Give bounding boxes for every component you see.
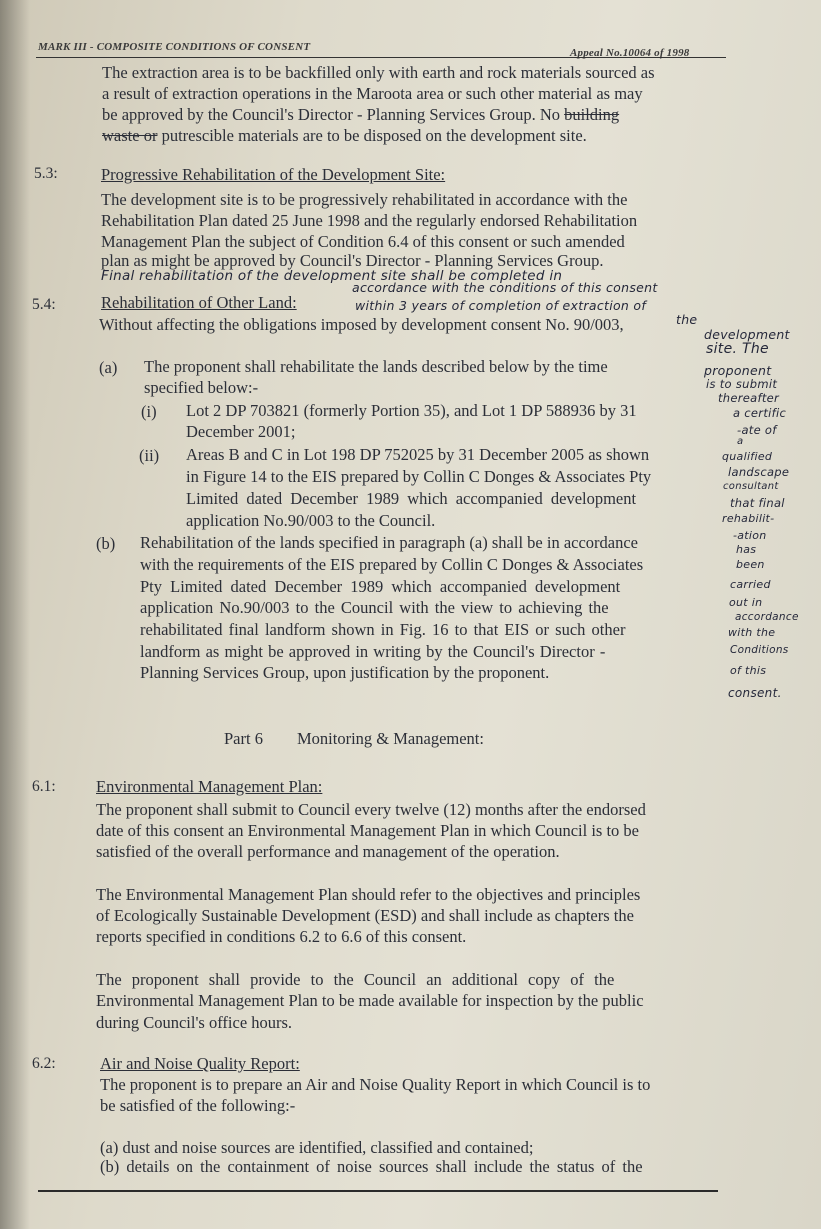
item-line: in Figure 14 to the EIS prepared by Collin C Donges & Associates Pty <box>186 467 652 486</box>
margin-note: -ate of <box>737 423 777 437</box>
item-line: specified below:- <box>144 378 259 397</box>
header-title: MARK III - COMPOSITE CONDITIONS OF CONSENT <box>38 41 311 53</box>
clause-line: be satisfied of the following:- <box>100 1096 296 1115</box>
item-line: Planning Services Group, upon justification by the proponent. <box>140 663 550 682</box>
clause-line: The development site is to be progressively rehabilitated in accordance with the <box>101 190 628 209</box>
clause-number: 5.3: <box>34 165 58 182</box>
clause-line: Rehabilitation Plan dated 25 June 1998 and the regularly endorsed Rehabilitation <box>101 211 638 230</box>
part-title: Monitoring & Management: <box>297 729 484 748</box>
margin-note: a certific <box>733 406 787 420</box>
clause-line: date of this consent an Environmental Management Plan in which Council is to be <box>96 821 640 840</box>
page-shadow <box>0 0 30 1229</box>
margin-note: carried <box>730 578 771 591</box>
clause-line: of Ecologically Sustainable Development (ESD) and shall include as chapters the <box>96 906 634 925</box>
handwritten-note: the <box>676 312 698 327</box>
clause-heading: Environmental Management Plan: <box>96 777 323 796</box>
margin-note: proponent <box>704 363 772 378</box>
margin-note: development <box>704 327 790 342</box>
clause-line: (b) details on the containment of noise sources shall include the status of the <box>100 1157 643 1176</box>
struck-text: building <box>564 105 620 124</box>
item-line: December 2001; <box>186 422 296 441</box>
item-label: (i) <box>141 402 157 421</box>
item-line: rehabilitated final landform shown in Fig. 16 to that EIS or such other <box>140 620 626 639</box>
clause-heading: Air and Noise Quality Report: <box>100 1054 300 1073</box>
clause-line: The proponent shall submit to Council every twelve (12) months after the endorsed <box>96 800 646 819</box>
margin-note: -ation <box>733 529 767 542</box>
margin-note: rehabilit- <box>722 512 775 525</box>
clause-number: 6.2: <box>32 1055 56 1072</box>
margin-note: landscape <box>728 465 790 479</box>
intro-line: a result of extraction operations in the Maroota area or such other material as may <box>102 84 643 103</box>
item-line: Rehabilitation of the lands specified in paragraph (a) shall be in accordance <box>140 533 639 552</box>
margin-note: qualified <box>722 450 773 463</box>
part-label: Part 6 <box>224 729 263 748</box>
handwritten-note: accordance with the conditions of this consent <box>352 280 658 295</box>
margin-note: consultant <box>723 481 779 492</box>
clause-line: The Environmental Management Plan should refer to the objectives and principles <box>96 885 641 904</box>
intro-line: The extraction area is to be backfilled only with earth and rock materials sourced as <box>102 63 655 82</box>
footer-rule <box>38 1190 718 1192</box>
margin-note: of this <box>730 664 767 677</box>
clause-line: during Council's office hours. <box>96 1013 293 1032</box>
clause-line: Without affecting the obligations imposed by development consent No. 90/003, <box>99 315 624 334</box>
margin-note: thereafter <box>718 391 780 405</box>
item-line: Areas B and C in Lot 198 DP 752025 by 31 December 2005 as shown <box>186 445 650 464</box>
clause-line: reports specified in conditions 6.2 to 6.6 of this consent. <box>96 927 467 946</box>
item-line: Limited dated December 1989 which accompanied development <box>186 489 637 508</box>
item-line: application No.90/003 to the Council with the view to achieving the <box>140 598 609 617</box>
item-label: (ii) <box>139 446 160 465</box>
handwritten-note: within 3 years of completion of extraction of <box>355 298 647 313</box>
margin-note: Conditions <box>730 644 789 656</box>
struck-text: waste or <box>102 126 158 145</box>
clause-line: satisfied of the overall performance and management of the operation. <box>96 842 560 861</box>
margin-note: been <box>736 558 765 571</box>
item-line: application No.90/003 to the Council. <box>186 511 436 530</box>
item-line: with the requirements of the EIS prepared by Collin C Donges & Associates <box>140 555 644 574</box>
intro-line: waste or putrescible materials are to be disposed on the development site. <box>102 126 587 145</box>
clause-line: The proponent shall provide to the Council an additional copy of the <box>96 970 615 989</box>
margin-note: a <box>737 436 744 447</box>
item-line: landform as might be approved in writing by the Council's Director - <box>140 642 606 661</box>
clause-number: 5.4: <box>32 296 56 313</box>
item-line: Lot 2 DP 703821 (formerly Portion 35), and Lot 1 DP 588936 by 31 <box>186 401 637 420</box>
header-appeal-number: Appeal No.10064 of 1998 <box>570 47 690 59</box>
margin-note: with the <box>728 626 776 639</box>
margin-note: has <box>736 543 757 556</box>
clause-heading: Rehabilitation of Other Land: <box>101 293 297 312</box>
clause-heading: Progressive Rehabilitation of the Development Site: <box>101 165 446 184</box>
clause-line: Environmental Management Plan to be made available for inspection by the public <box>96 991 644 1010</box>
margin-note: accordance <box>735 611 799 623</box>
item-label: (a) <box>99 358 118 377</box>
margin-note: consent. <box>728 686 782 700</box>
margin-note: out in <box>729 596 763 609</box>
header-rule <box>36 57 726 58</box>
handwritten-note: Final rehabilitation of the development site shall be completed in <box>101 268 563 284</box>
clause-number: 6.1: <box>32 778 56 795</box>
item-line: The proponent shall rehabilitate the lands described below by the time <box>144 357 608 376</box>
clause-line: (a) dust and noise sources are identified, classified and contained; <box>100 1138 534 1157</box>
clause-line: The proponent is to prepare an Air and Noise Quality Report in which Council is to <box>100 1075 651 1094</box>
clause-line: plan as might be approved by Council's Director - Planning Services Group. <box>101 251 604 270</box>
margin-note: is to submit <box>706 377 778 391</box>
item-line: Pty Limited dated December 1989 which accompanied development <box>140 577 621 596</box>
item-label: (b) <box>96 534 116 553</box>
margin-note: site. The <box>706 341 769 357</box>
clause-line: Management Plan the subject of Condition 6.4 of this consent or such amended <box>101 232 625 251</box>
intro-line: be approved by the Council's Director - Planning Services Group. No building <box>102 105 620 124</box>
margin-note: that final <box>730 496 785 510</box>
